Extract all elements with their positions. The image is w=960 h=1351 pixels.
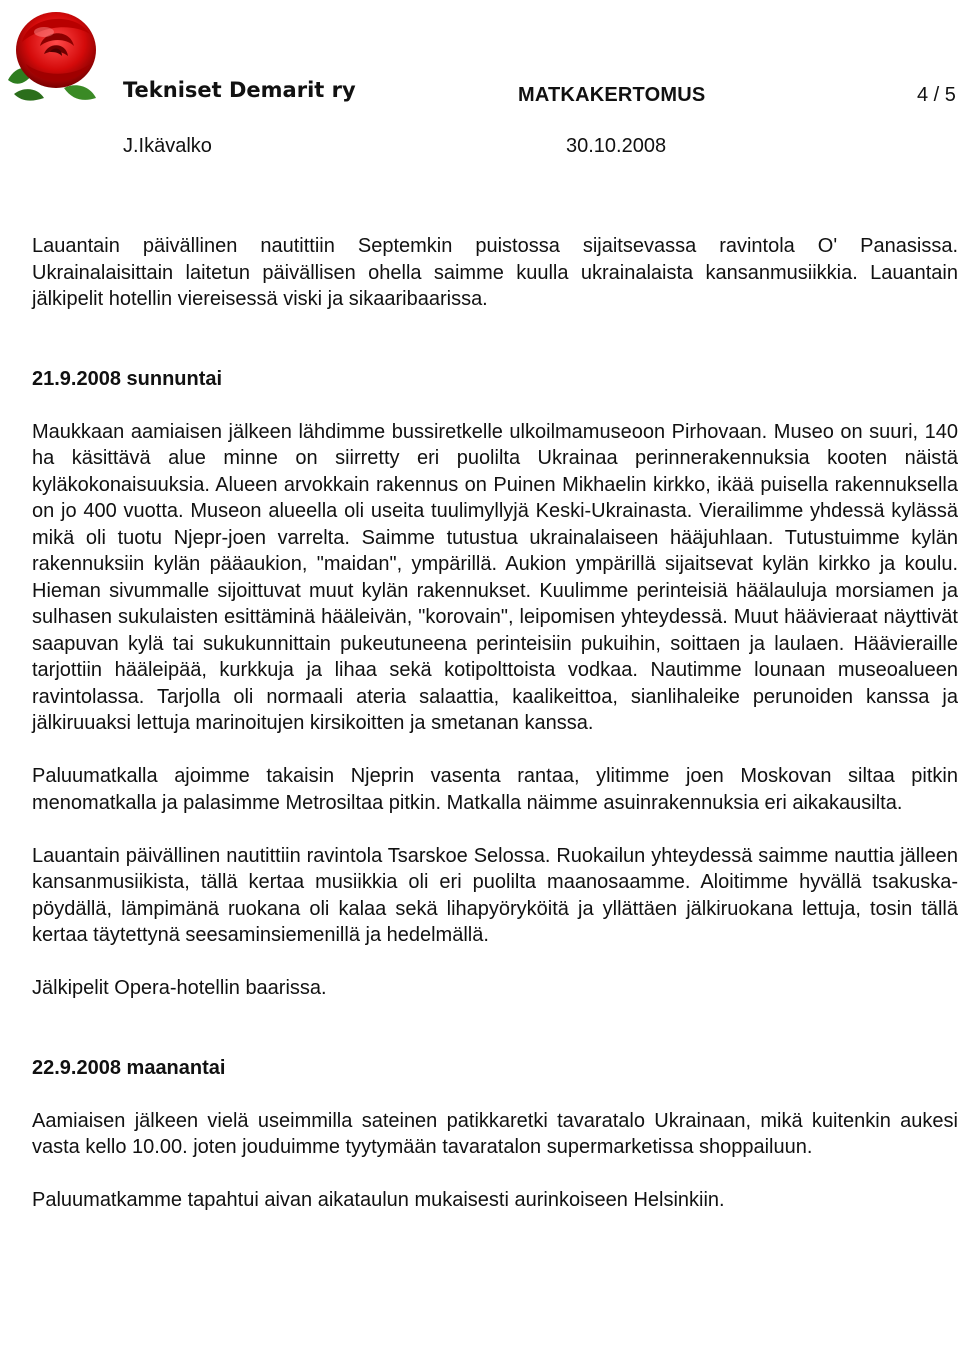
paragraph-museum-visit: Maukkaan aamiaisen jälkeen lähdimme bussiretkelle ulkoilmamuseoon Pirhovaan. Museo on suuri, 140 ha käsittävä alue minne on siirretty eri puolilta Ukrainaa perinnerakennuksia kooten näistä kyläkokonaisuuksia. Alueen arvokkain rakennus on Puinen Mikhaelin kirkko, ikää puisella rakennuksella on jo 400 vuotta. Museon alueella oli useita tuulimyllyjä Keski-Ukrainasta. Vierailimme yhdessä kylässä mikä oli tuotu Njepr-joen varrelta. Saimme tutustua ukrainalaiseen hääjuhlaan. Tutustuimme kylän rakennuksiin kylän pääaukion, "maidan", ympärillä. Aukion ympärillä sijaitsevat kylän kirkko ja koulu. Hieman sivummalle sijoittuvat muut kylän rakennukset. Kuulimme perinteisiä häälauluja morsiamen ja sulhasen sukulaisten esittäminä hääleivän, "korovain", leipomisen yhteydessä. Muut häävieraat näyttivät saapuvan kylä tai sukukunnittain pukeutuneena perinteisiin pukuihin, soittaen ja laulaen. Häävieraille tarjottiin hääleipää, kurkkuja ja lihaa sekä kotipolttoista vodkaa. Nautimme lounaan museoalueen ravintolassa. Tarjolla oli normaali ateria salaattia, kaalikeittoa, sianlihaleike perunoiden kanssa ja jälkiruuaksi lettuja marinoitujen kirsikoitten ja smetanan kanssa. [32, 420, 958, 734]
rose-logo [4, 2, 108, 106]
paragraph-shopping: Aamiaisen jälkeen vielä useimmilla sateinen patikkaretki tavaratalo Ukrainaan, mikä kuitenkin aukesi vasta kello 10.00. joten jouduimme tyytymään tavaratalon supermarketissa shoppailuun. [32, 1109, 958, 1158]
document-body [32, 233, 958, 1214]
document-title: MATKAKERTOMUS [518, 84, 706, 106]
paragraph-sunday-dinner: Lauantain päivällinen nautittiin ravintola Tsarskoe Selossa. Ruokailun yhteydessä saimme nauttia jälleen kansanmusiikista, tällä kertaa musiikkia oli eri puolilta maanosaamme. Aloitimme hyvällä tsakuska-pöydällä, lämpimänä ruokana oli kalaa sekä lihapyöryköitä ja yllättäen jälkiruokana lettuja, tosin tällä kertaa täytettynä seesaminsiemenillä ja hedelmällä. [32, 844, 958, 946]
section-heading-sunday: 21.9.2008 sunnuntai [32, 367, 223, 390]
rose-icon [4, 2, 108, 106]
section-heading-monday: 22.9.2008 maanantai [32, 1056, 226, 1079]
paragraph-return-home: Paluumatkamme tapahtui aivan aikataulun mukaisesti aurinkoiseen Helsinkiin. [32, 1189, 725, 1211]
page-number: 4 / 5 [917, 84, 956, 106]
organization-name: Tekniset Demarit ry [123, 78, 356, 102]
author-name: J.Ikävalko [123, 135, 212, 157]
document-date: 30.10.2008 [566, 135, 667, 157]
paragraph-afterparty: Jälkipelit Opera-hotellin baarissa. [32, 977, 327, 999]
paragraph-return-trip: Paluumatkalla ajoimme takaisin Njeprin vasenta rantaa, ylitimme joen Moskovan siltaa pitkin menomatkalla ja palasimme Metrosiltaa pitkin. Matkalla näimme asuinrakennuksia eri aikakausilta. [32, 765, 958, 814]
paragraph-saturday-dinner: Lauantain päivällinen nautittiin Septemkin puistossa sijaitsevassa ravintola O' Panasissa. Ukrainalaisittain laitetun päivällisen ohella saimme kuulla ukrainalaista kansanmusiikkia. Lauantain jälkipelit hotellin viereisessä viski ja sikaaribaarissa. [32, 235, 958, 310]
